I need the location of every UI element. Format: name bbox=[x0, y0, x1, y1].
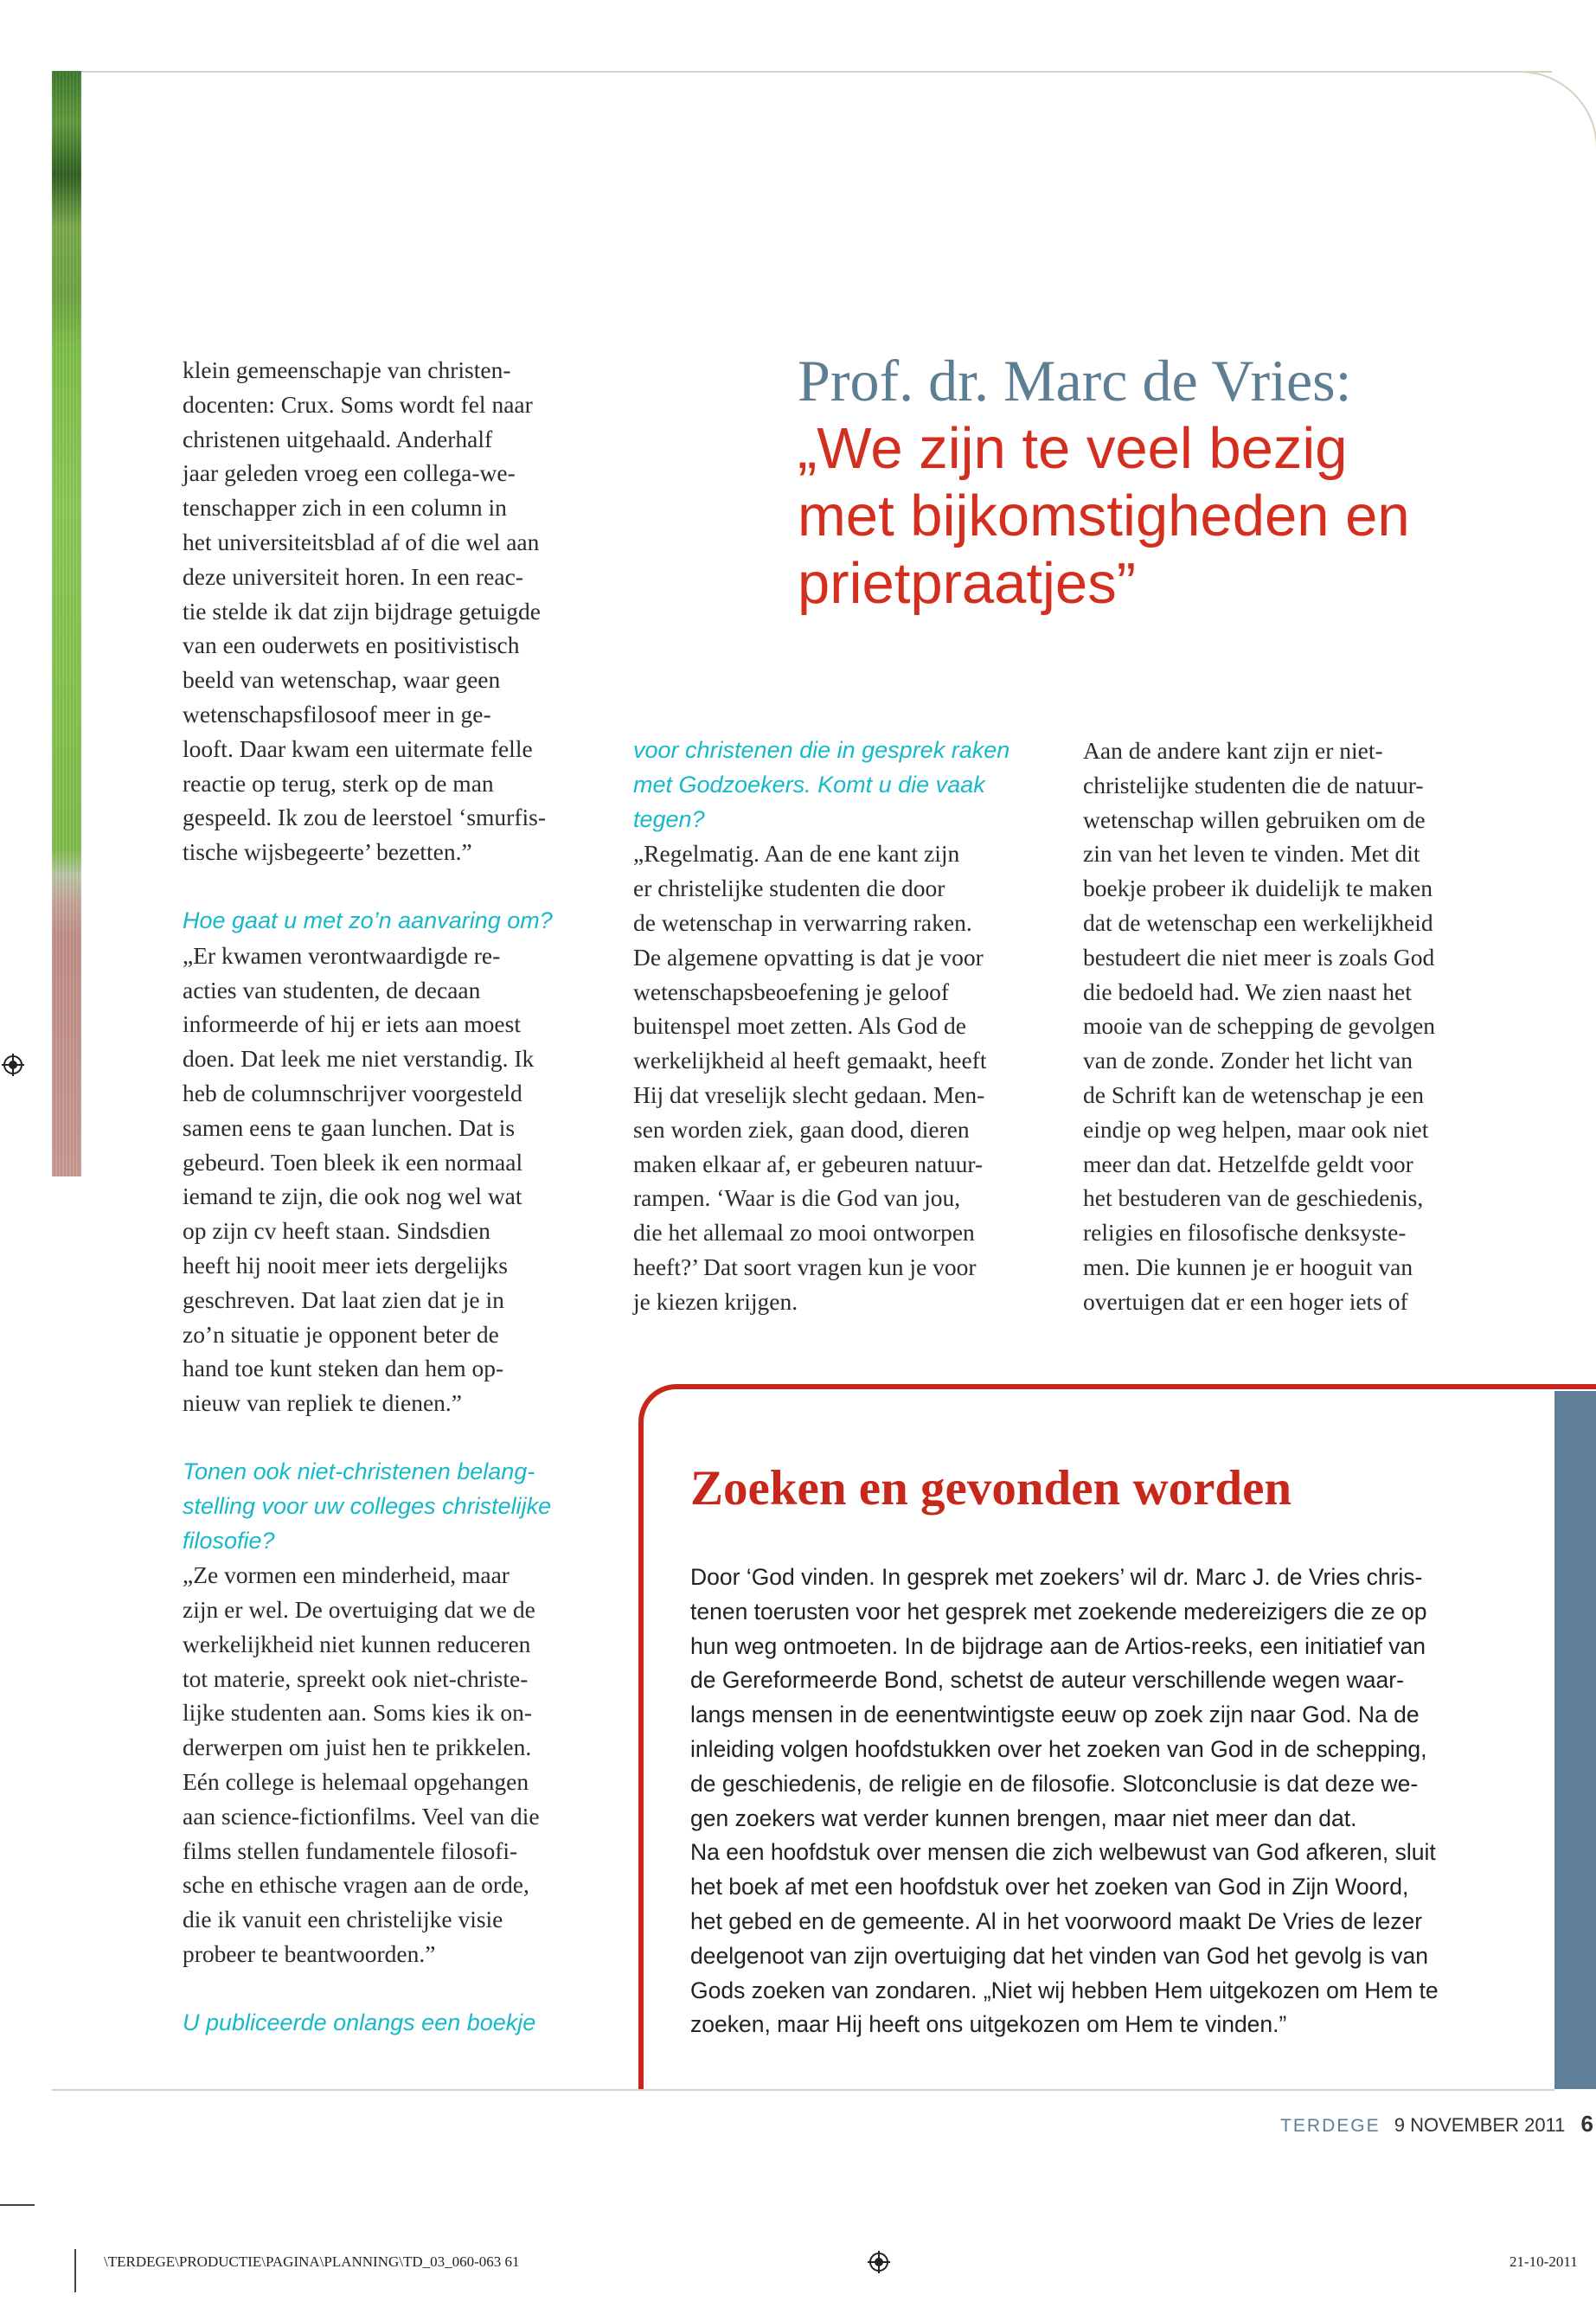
left-paragraph-2: „Er kwamen verontwaardigde re- acties van studenten, de decaan informeerde of hij er iets aan moest doen. Dat leek me niet verstandig. Ik heb de columnschrijver voorgesteld samen eens te gaan lunchen. Dat is gebeurd. Toen bleek ik een normaal iemand te zijn, die ook nog wel wat op zijn cv heeft staan. Sindsdien heeft hij nooit meer iets dergelijks geschreven. Dat laat zien dat je in zo’n situatie je opponent beter de hand toe kunt steken dan hem op- nieuw van repliek te dienen.” bbox=[183, 941, 535, 1417]
registration-mark-icon bbox=[2, 1054, 24, 1076]
crop-mark bbox=[0, 2204, 35, 2206]
headline-name: Prof. dr. Marc de Vries: bbox=[798, 348, 1352, 413]
registration-mark-icon bbox=[868, 2251, 890, 2273]
page-footer bbox=[1246, 2111, 1593, 2139]
slug-date: 21-10-2011 bbox=[1509, 2253, 1578, 2270]
left-question-1: Hoe gaat u met zo’n aanvaring om? bbox=[183, 907, 553, 933]
middle-column bbox=[633, 734, 1066, 1319]
left-paragraph-1: klein gemeenschapje van christen- docenten: Crux. Soms wordt fel naar christenen uitgehaald. Anderhalf jaar geleden vroeg een collega-we- tenschapper zich in een column in het universiteitsblad af of die wel aan deze universiteit horen. In een reac- tie stelde ik dat zijn bijdrage getuigde van een ouderwets en positivistisch beeld van wetenschap, waar geen wetenschapsfilosoof meer in ge- looft. Daar kwam een uitermate felle reactie op terug, sterk op de man gespeeld. Ik zou de leerstoel ‘smurfis- tische wijsbegeerte’ bezetten.” bbox=[183, 356, 546, 866]
top-rule bbox=[81, 71, 1552, 73]
sidebar-box-title: Zoeken en gevonden worden bbox=[690, 1461, 1292, 1516]
crop-mark bbox=[74, 2249, 76, 2292]
headline-quote: „We zijn te veel bezig met bijkomstigheden en prietpraatjes” bbox=[798, 416, 1410, 616]
sidebar-box-text: Door ‘God vinden. In gesprek met zoekers’ wil dr. Marc J. de Vries chris- tenen toerusten voor het gesprek met zoekende medereizigers die ze op hun weg ontmoeten. In de bijdrage aan de Artios-reeks, een initiatief van de Gereformeerde Bond, schetst de auteur verschillende wegen waar- langs mensen in de eenentwintigste eeuw op zoek zijn naar God. Na de inleiding volgen hoofdstukken over het zoeken van God in de schepping, de geschiedenis, de religie en de filosofie. Slotconclusie is dat deze we- gen zoekers wat verder kunnen brengen, maar niet meer dan dat. Na een hoofdstuk over mensen die zich welbewust van God afkeren, sluit het boek af met een hoofdstuk over het zoeken van God in Zijn Woord, het gebed en de gemeente. Al in het voorwoord maakt De Vries de lezer deelgenoot van zijn overtuiging dat het vinden van God het gevolg is van Gods zoeken van zondaren. „Niet wij hebben Hem uitgekozen om Hem te zoeken, maar Hij heeft ons uitgekozen om Hem te vinden.” bbox=[690, 1564, 1439, 2038]
right-paragraph: Aan de andere kant zijn er niet- christelijke studenten die de natuur- wetenschap willen gebruiken om de zin van het leven te vinden. Met dit boekje probeer ik duidelijk te maken dat de wetenschap een werkelijkheid bestudeert die niet meer is zoals God die bedoeld had. We zien naast het mooie van de schepping de gevolgen van de zonde. Zonder het licht van de Schrift kan de wetenschap je een eindje op weg helpen, maar ook niet meer dan dat. Hetzelfde geldt voor het bestuderen van de geschiedenis, religies en filosofische denksyste- men. Die kunnen je er hooguit van overtuigen dat er een hoger iets of bbox=[1083, 737, 1436, 1315]
sidebar-box-blue-bar bbox=[1554, 1391, 1596, 2089]
left-column bbox=[183, 353, 615, 2041]
top-rule-curve bbox=[1488, 71, 1596, 168]
left-paragraph-3: „Ze vormen een minderheid, maar zijn er wel. De overtuiging dat we de werkelijkheid niet kunnen reduceren tot materie, spreekt ook niet-christe- lijke studenten aan. Soms kies ik on- derwerpen om juist hen te prikkelen. Eén college is helemaal opgehangen aan science-fictionfilms. Veel van die films stellen fundamentele filosofi- sche en ethische vragen aan de orde, die ik vanuit een christelijke visie probeer te beantwoorden.” bbox=[183, 1561, 540, 1968]
footer-date: 9 NOVEMBER 2011 bbox=[1394, 2114, 1566, 2136]
left-question-3: U publiceerde onlangs een boekje bbox=[183, 2009, 536, 2035]
photo-strip bbox=[52, 71, 81, 1176]
left-question-2: Tonen ook niet-christenen belang- stelling voor uw colleges christelijke filosofie? bbox=[183, 1458, 552, 1554]
bottom-rule bbox=[52, 2089, 1554, 2091]
middle-paragraph: „Regelmatig. Aan de ene kant zijn er christelijke studenten die door de wetenschap in verwarring raken. De algemene opvatting is dat je voor wetenschapsbeoefening je geloof buitenspel moet zetten. Als God de werkelijkheid al heeft gemaakt, heeft Hij dat vreselijk slecht gedaan. Men- sen worden ziek, gaan dood, dieren maken elkaar af, er gebeuren natuur- rampen. ‘Waar is die God van jou, die het allemaal zo mooi ontworpen heeft?’ Dat soort vragen kun je voor je kiezen krijgen. bbox=[633, 840, 987, 1315]
footer-page-number: 6 bbox=[1580, 2111, 1593, 2137]
middle-question: voor christenen die in gesprek raken met Godzoekers. Komt u die vaak tegen? bbox=[633, 737, 1010, 832]
slug-path: \TERDEGE\PRODUCTIE\PAGINA\PLANNING\TD_03_060-063 61 bbox=[104, 2253, 520, 2270]
footer-magazine: TERDEGE bbox=[1280, 2116, 1381, 2136]
right-column bbox=[1083, 734, 1567, 1319]
